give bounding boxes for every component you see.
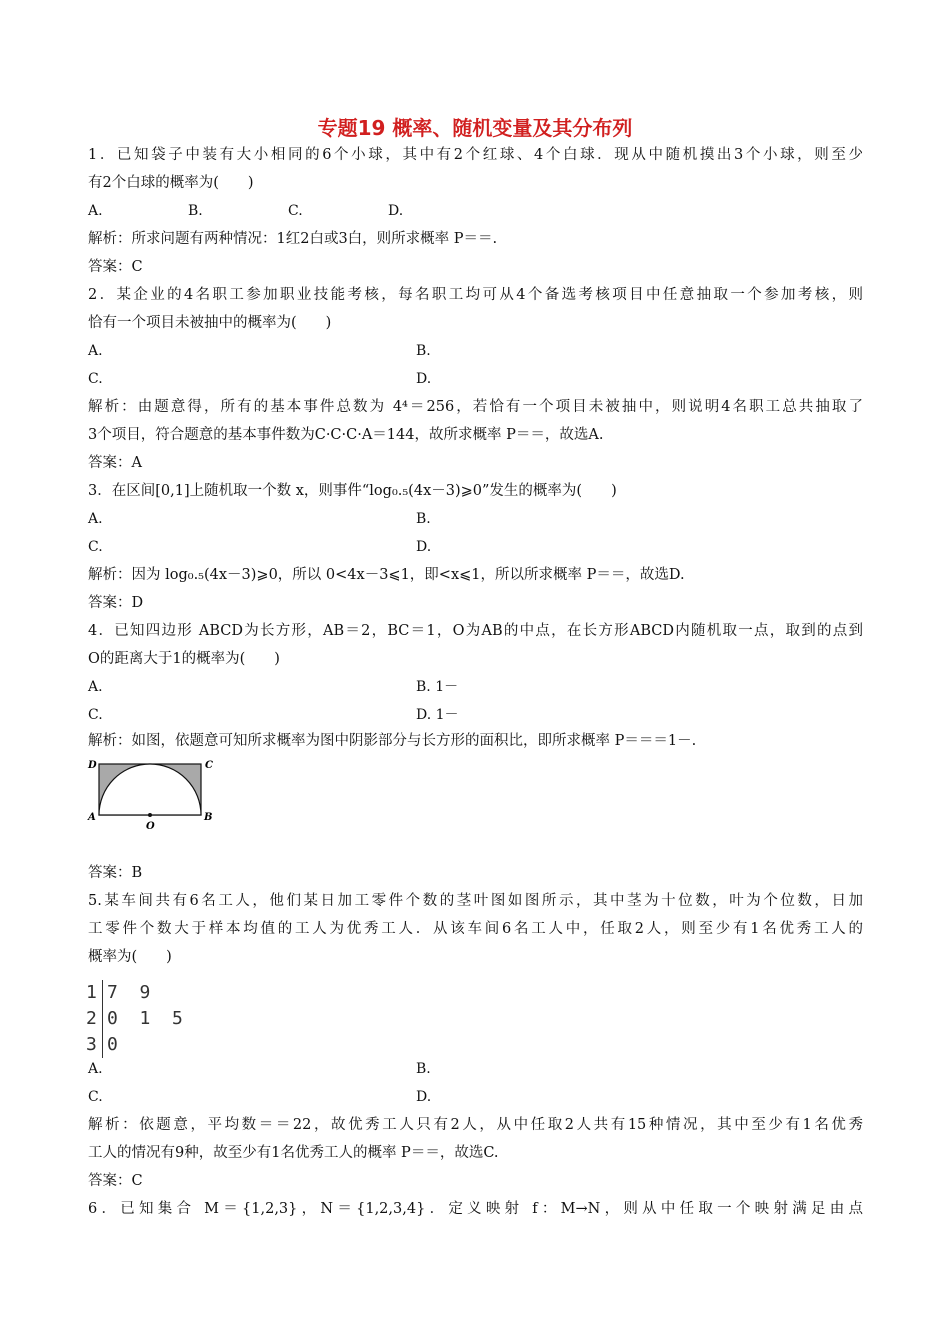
stem-value: 1 xyxy=(86,982,97,1003)
q1-text-line2: 有2个白球的概率为( ) xyxy=(88,175,254,191)
q4-option-b: B. 1－ xyxy=(416,679,459,695)
q6-text-line1: 6．已知集合 M＝{1,2,3}，N＝{1,2,3,4}．定义映射 f：M→N，则从中任取一个映射满足由点 xyxy=(88,1201,863,1217)
q5-option-c: C. xyxy=(88,1089,103,1105)
stem-value: 2 xyxy=(86,1008,97,1029)
label-d: D xyxy=(88,760,97,771)
q5-option-a: A. xyxy=(88,1061,103,1077)
q5-text-line3: 概率为( ) xyxy=(88,949,172,965)
label-b: B xyxy=(204,812,213,823)
q5-analysis-line2: 工人的情况有9种，故至少有1名优秀工人的概率 P＝＝，故选C. xyxy=(88,1145,499,1161)
q5-option-d: D. xyxy=(416,1089,432,1105)
leaf-values: 7 9 xyxy=(107,982,151,1003)
page-title: 专题19 概率、随机变量及其分布列 xyxy=(317,116,633,140)
q5-text-line1: 5.某车间共有6名工人，他们某日加工零件个数的茎叶图如图所示，其中茎为十位数，叶为个位数，日加 xyxy=(88,893,863,909)
q2-text-line2: 恰有一个项目未被抽中的概率为( ) xyxy=(88,315,332,331)
q1-option-b: B. xyxy=(188,203,203,219)
leaf-values: 0 1 5 xyxy=(107,1008,183,1029)
q4-text-line2: O的距离大于1的概率为( ) xyxy=(88,651,280,667)
q2-answer: 答案：A xyxy=(88,455,142,471)
stem-leaf-plot xyxy=(86,980,183,1058)
q1-option-c: C. xyxy=(288,203,303,219)
q1-option-a: A. xyxy=(88,203,103,219)
q2-option-d: D. xyxy=(416,371,432,387)
q1-option-d: D. xyxy=(388,203,404,219)
q2-text-line1: 2．某企业的4名职工参加职业技能考核，每名职工均可从4个备选考核项目中任意抽取一个参加考核，则 xyxy=(88,287,863,303)
q5-answer: 答案：C xyxy=(88,1173,143,1189)
stem-leaf-row xyxy=(86,1032,183,1058)
q2-option-b: B. xyxy=(416,343,431,359)
stem-divider xyxy=(102,1032,103,1058)
stem-leaf-row xyxy=(86,980,183,1006)
label-c: C xyxy=(205,760,213,771)
q4-option-a: A. xyxy=(88,679,103,695)
stem-value: 3 xyxy=(86,1034,97,1055)
q4-text-line1: 4．已知四边形 ABCD为长方形，AB＝2，BC＝1，O为AB的中点，在长方形ABCD内随机取一点，取到的点到 xyxy=(88,623,863,639)
stem-leaf-row xyxy=(86,1006,183,1032)
q1-answer: 答案：C xyxy=(88,259,143,275)
q5-text-line2: 工零件个数大于样本均值的工人为优秀工人．从该车间6名工人中，任取2人，则至少有1名优秀工人的 xyxy=(88,921,863,937)
q4-option-c: C. xyxy=(88,707,103,723)
q3-answer: 答案：D xyxy=(88,595,144,611)
q3-option-d: D. xyxy=(416,539,432,555)
q4-answer: 答案：B xyxy=(88,865,143,881)
center-point xyxy=(148,813,152,817)
stem-divider xyxy=(102,1006,103,1032)
q4-option-d: D. 1－ xyxy=(416,707,459,723)
q3-analysis: 解析：因为 log₀.₅(4x－3)⩾0，所以 0<4x－3⩽1，即<x⩽1，所以所求概率 P＝＝，故选D. xyxy=(88,567,685,583)
label-a: A xyxy=(88,812,96,823)
q5-analysis-line1: 解析：依题意，平均数＝＝22，故优秀工人只有2人，从中任取2人共有15种情况，其中至少有1名优秀 xyxy=(88,1117,863,1133)
stem-divider xyxy=(102,980,103,1006)
q2-option-c: C. xyxy=(88,371,103,387)
q3-option-b: B. xyxy=(416,511,431,527)
q3-option-a: A. xyxy=(88,511,103,527)
q1-text-line1: 1．已知袋子中装有大小相同的6个小球，其中有2个红球、4个白球．现从中随机摸出3个小球，则至少 xyxy=(88,147,863,163)
q3-text-line1: 3．在区间[0,1]上随机取一个数 x，则事件“log₀.₅(4x－3)⩾0”发生的概率为( ) xyxy=(88,483,617,499)
label-o: O xyxy=(146,821,155,832)
q2-option-a: A. xyxy=(88,343,103,359)
q5-option-b: B. xyxy=(416,1061,431,1077)
rectangle-semicircle-figure xyxy=(86,756,216,834)
q2-analysis-line2: 3个项目，符合题意的基本事件数为C·C·C·A＝144，故所求概率 P＝＝，故选A. xyxy=(88,427,604,443)
leaf-values: 0 xyxy=(107,1034,118,1055)
q1-analysis: 解析：所求问题有两种情况：1红2白或3白，则所求概率 P＝＝. xyxy=(88,231,498,247)
q2-analysis-line1: 解析：由题意得，所有的基本事件总数为 4⁴＝256，若恰有一个项目未被抽中，则说明4名职工总共抽取了 xyxy=(88,399,863,415)
q4-analysis: 解析：如图，依题意可知所求概率为图中阴影部分与长方形的面积比，即所求概率 P＝＝＝1－. xyxy=(88,733,697,749)
q3-option-c: C. xyxy=(88,539,103,555)
